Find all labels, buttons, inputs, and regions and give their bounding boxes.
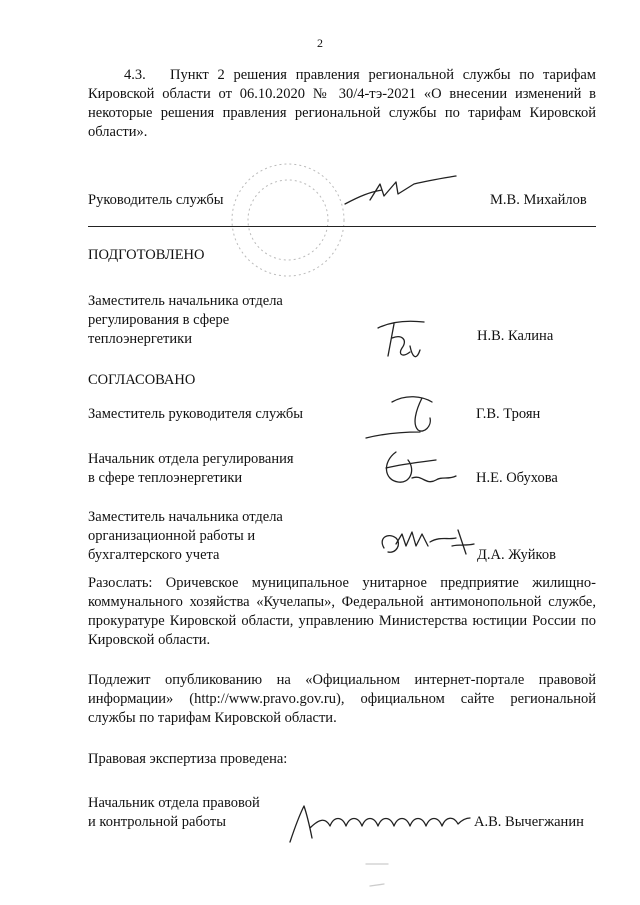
prepared-heading: ПОДГОТОВЛЕНО bbox=[88, 247, 205, 263]
item-line-2: Кировской области от 06.10.2020 № 30/4-тэ-2021 «О внесении изменений в bbox=[88, 86, 596, 102]
agreed-2-name: Н.Е. Обухова bbox=[476, 470, 558, 486]
prepared-position-2: регулирования в сфере bbox=[88, 312, 230, 328]
obukhova-signature bbox=[372, 440, 462, 496]
agreed-3-position-3: бухгалтерского учета bbox=[88, 547, 220, 563]
agreed-2-position-2: в сфере теплоэнергетики bbox=[88, 470, 243, 486]
agreed-3-position-1: Заместитель начальника отдела bbox=[88, 509, 283, 525]
page-number: 2 bbox=[317, 36, 323, 50]
stamp-seal bbox=[228, 158, 348, 288]
legal-head-position-2: и контрольной работы bbox=[88, 814, 226, 830]
zhuykov-signature bbox=[374, 524, 484, 560]
divider-line bbox=[88, 226, 596, 227]
agreed-3-position-2: организационной работы и bbox=[88, 528, 256, 544]
legal-review-text: Правовая экспертиза проведена: bbox=[88, 751, 288, 767]
vychegzhanin-signature bbox=[286, 800, 472, 846]
prepared-position-3: теплоэнергетики bbox=[88, 331, 192, 347]
legal-head-name: А.В. Вычегжанин bbox=[474, 814, 584, 830]
head-title: Руководитель службы bbox=[88, 192, 224, 208]
agreed-2-position-1: Начальник отдела регулирования bbox=[88, 451, 294, 467]
publication-text: Подлежит опубликованию на «Официальном интернет-портале правовой информации» (http://www.pravo.gov.ru), официальном сайте региональной службы по тарифам Кировской области. bbox=[88, 672, 596, 726]
item-line-4: области». bbox=[88, 124, 148, 140]
agreed-1-position: Заместитель руководителя службы bbox=[88, 406, 304, 422]
head-name: М.В. Михайлов bbox=[490, 192, 587, 208]
prepared-position-1: Заместитель начальника отдела bbox=[88, 293, 283, 309]
agreed-3-name: Д.А. Жуйков bbox=[477, 547, 556, 563]
distribution-text: Разослать: Оричевское муниципальное унитарное предприятие жилищно-коммунального хозяйства «Кучелапы», Федеральной антимонопольной службе, прокуратуре Кировской области, управлению Министерства юстиции России по Кировской области. bbox=[88, 575, 596, 648]
legal-head-position-1: Начальник отдела правовой bbox=[88, 795, 260, 811]
kalina-signature bbox=[372, 316, 442, 370]
agreed-1-name: Г.В. Троян bbox=[476, 406, 541, 422]
item-number: 4.3. bbox=[124, 67, 146, 83]
prepared-name: Н.В. Калина bbox=[477, 328, 554, 344]
troyan-signature bbox=[360, 388, 460, 444]
head-signature bbox=[340, 174, 460, 214]
item-first-line: Пункт 2 решения правления региональной службы по тарифам bbox=[170, 67, 596, 83]
item-line-3: некоторые решения правления региональной службы по тарифам Кировской bbox=[88, 105, 596, 121]
agreed-heading: СОГЛАСОВАНО bbox=[88, 372, 196, 388]
faint-mark bbox=[362, 858, 392, 894]
